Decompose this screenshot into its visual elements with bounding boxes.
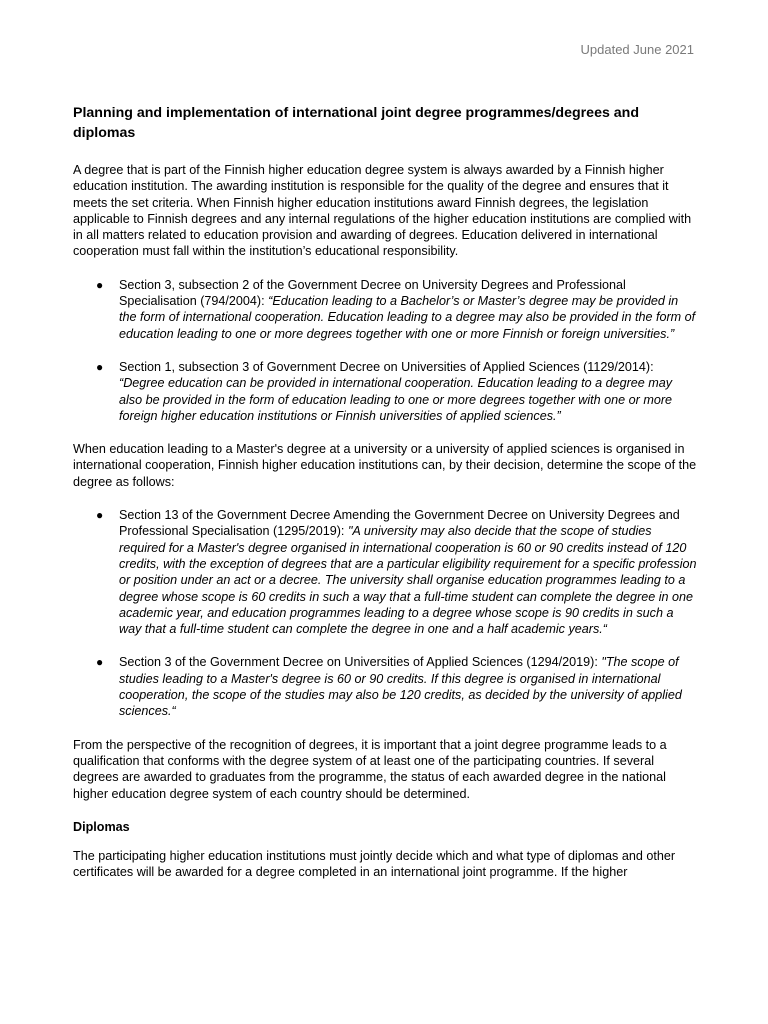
document-body (73, 103, 697, 898)
recognition-paragraph: From the perspective of the recognition of degrees, it is important that a joint degree programme leads to a qualification that conforms with the degree system of at least one of the participating countries. If several degrees are awarded to graduates from the programme, the status of each awarded degree in the national higher education degree system of each country should be determined. (73, 737, 667, 801)
decree-list-2 (73, 507, 697, 720)
list-item (73, 654, 697, 719)
intro-paragraph: A degree that is part of the Finnish higher education degree system is always awarded by a Finnish higher education institution. The awarding institution is responsible for the quality of the degree and ensures that it meets the set criteria. When Finnish higher education institutions award Finnish degrees, the legislation applicable to Finnish degrees and any internal regulations of the higher education institutions are complied with in all matters related to education provision and awarding of degrees. Education delivered in international cooperation must fall within the institution’s educational responsibility. (73, 163, 692, 259)
list-item (73, 277, 697, 342)
diplomas-paragraph: The participating higher education institutions must jointly decide which and what type of diplomas and other certificates will be awarded for a degree completed in an international joint programme. If the higher (73, 849, 676, 880)
list-item (73, 507, 697, 637)
bullet-icon: ● (96, 508, 104, 523)
list-item (73, 359, 697, 424)
document-title: Planning and implementation of international joint degree programmes/degrees and diplomas (73, 105, 640, 141)
list-item-quote: “Education leading to a Bachelor’s or Master’s degree may be provided in the form of international cooperation. Education leading to a degree may also be provided in the form of education leading to one or more degrees together with one or more Finnish or foreign universities.” (119, 294, 696, 341)
list-item-quote: “Degree education can be provided in international cooperation. Education leading to a degree may also be provided in the form of education leading to one or more degrees together with one or more foreign higher education institutions or Finnish universities of applied sciences.” (119, 376, 673, 423)
list-item-reference: Section 3 of the Government Decree on Universities of Applied Sciences (1294/2019): (119, 655, 602, 670)
list-item-reference: Section 13 of the Government Decree Amending the Government Decree on University Degrees and Professional Specialisation (1295/2019): (119, 508, 680, 539)
masters-scope-paragraph: When education leading to a Master's degree at a university or a university of applied sciences is organised in international cooperation, Finnish higher education institutions can, by their decision, determine the scope of the degree as follows: (73, 442, 697, 489)
list-item-quote: "A university may also decide that the scope of studies required for a Master's degree organised in international cooperation is 60 or 90 credits instead of 120 credits, with the exception of degrees that are a particular eligibility requirement for a specific profession or position under an act or a decree. The university shall organise education programmes leading to a degree whose scope is 60 credits in such a way that a full-time student can complete the degree in one academic year, and education programmes leading to a degree whose scope is 90 credits in such a way that a full-time student can complete the degree in one and a half academic years.“ (119, 524, 697, 637)
diplomas-heading: Diplomas (73, 819, 130, 834)
list-item-reference: Section 1, subsection 3 of Government Decree on Universities of Applied Sciences (1129/2014): (119, 359, 654, 374)
bullet-icon: ● (96, 277, 104, 292)
updated-date: Updated June 2021 (580, 42, 694, 57)
bullet-icon: ● (96, 359, 104, 374)
list-item-quote: "The scope of studies leading to a Master's degree is 60 or 90 credits. If this degree is organised in international cooperation, the scope of the studies may also be 120 credits, as decided by the university of applied sciences.“ (119, 655, 682, 719)
decree-list-1 (73, 277, 697, 424)
bullet-icon: ● (96, 655, 104, 670)
list-item-reference: Section 3, subsection 2 of the Government Decree on University Degrees and Professional Specialisation (794/2004): (119, 277, 626, 309)
